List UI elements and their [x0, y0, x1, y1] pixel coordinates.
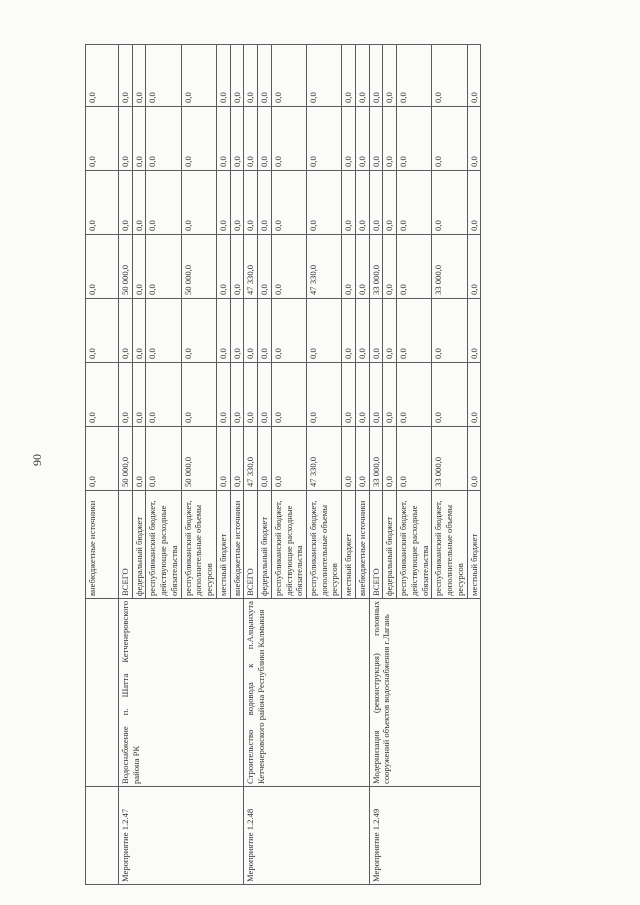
budget-table	[85, 44, 481, 885]
value-cell: 0,0	[216, 107, 230, 171]
measure-label-cell: Мероприятие 1.2.48	[244, 787, 369, 885]
value-cell: 0,0	[132, 45, 146, 107]
value-cell: 0,0	[383, 363, 397, 427]
value-cell: 0,0	[467, 427, 481, 491]
funding-source-cell: республиканский бюджет, действующие расходные обязательства	[271, 491, 306, 599]
value-cell: 0,0	[467, 299, 481, 363]
funding-source-cell: внебюджетные источники	[355, 491, 369, 599]
value-cell: 0,0	[146, 171, 181, 235]
funding-source-cell: федеральный бюджет	[383, 491, 397, 599]
funding-source-cell: внебюджетные источники	[230, 491, 244, 599]
value-cell: 33 000,0	[369, 235, 383, 299]
empty-cell	[86, 599, 119, 787]
value-cell: 0,0	[271, 363, 306, 427]
funding-source-cell: ВСЕГО	[369, 491, 383, 599]
value-cell: 0,0	[86, 107, 119, 171]
value-cell: 0,0	[244, 171, 258, 235]
value-cell: 0,0	[342, 171, 356, 235]
value-cell: 50 000,0	[181, 427, 216, 491]
value-cell: 0,0	[383, 171, 397, 235]
value-cell: 0,0	[355, 171, 369, 235]
value-cell: 0,0	[355, 45, 369, 107]
value-cell: 0,0	[230, 45, 244, 107]
value-cell: 0,0	[86, 363, 119, 427]
empty-cell	[86, 787, 119, 885]
value-cell: 0,0	[146, 299, 181, 363]
value-cell: 0,0	[146, 235, 181, 299]
value-cell: 0,0	[216, 235, 230, 299]
value-cell: 0,0	[397, 107, 432, 171]
funding-source-cell: местный бюджет	[216, 491, 230, 599]
value-cell: 0,0	[271, 171, 306, 235]
value-cell: 0,0	[230, 363, 244, 427]
value-cell: 0,0	[397, 427, 432, 491]
value-cell: 0,0	[86, 235, 119, 299]
measure-name-cell: Водоснабжение п. Шатта Кетченеровского района РК	[119, 599, 244, 787]
funding-source-cell: внебюджетные источники	[86, 491, 119, 599]
value-cell: 0,0	[383, 427, 397, 491]
value-cell: 47 330,0	[307, 235, 342, 299]
value-cell: 0,0	[119, 171, 133, 235]
value-cell: 0,0	[146, 363, 181, 427]
value-cell: 0,0	[355, 107, 369, 171]
table-row	[119, 45, 133, 885]
value-cell: 0,0	[271, 45, 306, 107]
funding-source-cell: местный бюджет	[467, 491, 481, 599]
value-cell: 0,0	[258, 107, 272, 171]
value-cell: 0,0	[342, 235, 356, 299]
value-cell: 0,0	[432, 299, 467, 363]
value-cell: 0,0	[216, 171, 230, 235]
value-cell: 50 000,0	[119, 235, 133, 299]
value-cell: 0,0	[342, 107, 356, 171]
value-cell: 0,0	[383, 235, 397, 299]
funding-source-cell: ВСЕГО	[119, 491, 133, 599]
value-cell: 33 000,0	[432, 235, 467, 299]
funding-source-cell: республиканский бюджет, дополнительные объемы ресурсов	[307, 491, 342, 599]
value-cell: 33 000,0	[369, 427, 383, 491]
value-cell: 0,0	[181, 171, 216, 235]
value-cell: 0,0	[383, 107, 397, 171]
value-cell: 0,0	[86, 427, 119, 491]
rotated-page-content	[85, 45, 585, 885]
value-cell: 0,0	[146, 107, 181, 171]
measure-label-cell: Мероприятие 1.2.47	[119, 787, 244, 885]
value-cell: 0,0	[342, 427, 356, 491]
value-cell: 0,0	[369, 363, 383, 427]
value-cell: 0,0	[369, 171, 383, 235]
value-cell: 0,0	[119, 363, 133, 427]
value-cell: 0,0	[244, 45, 258, 107]
value-cell: 0,0	[146, 427, 181, 491]
value-cell: 0,0	[307, 299, 342, 363]
funding-source-cell: республиканский бюджет, дополнительные объемы ресурсов	[181, 491, 216, 599]
value-cell: 0,0	[119, 45, 133, 107]
funding-source-cell: федеральный бюджет	[258, 491, 272, 599]
value-cell: 0,0	[342, 45, 356, 107]
value-cell: 0,0	[432, 45, 467, 107]
funding-source-cell: местный бюджет	[342, 491, 356, 599]
table-row	[369, 45, 383, 885]
value-cell: 0,0	[132, 171, 146, 235]
table-row	[86, 45, 119, 885]
page-number: 90	[30, 454, 44, 466]
value-cell: 0,0	[132, 107, 146, 171]
value-cell: 50 000,0	[119, 427, 133, 491]
value-cell: 0,0	[369, 299, 383, 363]
value-cell: 0,0	[132, 363, 146, 427]
value-cell: 33 000,0	[432, 427, 467, 491]
value-cell: 0,0	[355, 427, 369, 491]
value-cell: 0,0	[397, 45, 432, 107]
value-cell: 0,0	[342, 363, 356, 427]
value-cell: 0,0	[397, 299, 432, 363]
value-cell: 0,0	[271, 299, 306, 363]
value-cell: 0,0	[355, 363, 369, 427]
value-cell: 0,0	[132, 299, 146, 363]
measure-name-cell: Строительство водовода к п.Алцынхута Кетченеровского района Республики Калмыкия	[244, 599, 369, 787]
value-cell: 0,0	[244, 299, 258, 363]
value-cell: 0,0	[86, 171, 119, 235]
value-cell: 0,0	[244, 363, 258, 427]
value-cell: 0,0	[307, 363, 342, 427]
value-cell: 0,0	[432, 171, 467, 235]
value-cell: 0,0	[342, 299, 356, 363]
value-cell: 0,0	[181, 363, 216, 427]
value-cell: 0,0	[258, 427, 272, 491]
value-cell: 0,0	[258, 45, 272, 107]
value-cell: 0,0	[216, 45, 230, 107]
value-cell: 0,0	[432, 363, 467, 427]
value-cell: 0,0	[397, 235, 432, 299]
value-cell: 0,0	[467, 235, 481, 299]
value-cell: 0,0	[355, 235, 369, 299]
funding-source-cell: республиканский бюджет, дополнительные объемы ресурсов	[432, 491, 467, 599]
value-cell: 0,0	[216, 427, 230, 491]
funding-source-cell: республиканский бюджет, действующие расходные обязательства	[397, 491, 432, 599]
value-cell: 50 000,0	[181, 235, 216, 299]
value-cell: 0,0	[355, 299, 369, 363]
value-cell: 0,0	[132, 427, 146, 491]
value-cell: 0,0	[258, 363, 272, 427]
budget-table-body	[86, 45, 481, 885]
value-cell: 0,0	[230, 299, 244, 363]
value-cell: 0,0	[216, 363, 230, 427]
value-cell: 0,0	[271, 427, 306, 491]
value-cell: 0,0	[369, 107, 383, 171]
value-cell: 0,0	[181, 107, 216, 171]
value-cell: 0,0	[258, 235, 272, 299]
funding-source-cell: ВСЕГО	[244, 491, 258, 599]
value-cell: 0,0	[258, 171, 272, 235]
measure-name-cell: Модернизация (реконструкция) головных сооружений объектов водоснабжения г.Лагань	[369, 599, 481, 787]
value-cell: 0,0	[271, 107, 306, 171]
table-row	[244, 45, 258, 885]
value-cell: 0,0	[230, 235, 244, 299]
value-cell: 0,0	[216, 299, 230, 363]
value-cell: 0,0	[307, 171, 342, 235]
value-cell: 0,0	[432, 107, 467, 171]
value-cell: 47 330,0	[244, 235, 258, 299]
value-cell: 0,0	[467, 45, 481, 107]
value-cell: 0,0	[230, 171, 244, 235]
value-cell: 0,0	[383, 299, 397, 363]
value-cell: 0,0	[86, 299, 119, 363]
value-cell: 47 330,0	[307, 427, 342, 491]
value-cell: 0,0	[307, 45, 342, 107]
value-cell: 0,0	[230, 107, 244, 171]
value-cell: 0,0	[86, 45, 119, 107]
value-cell: 47 330,0	[244, 427, 258, 491]
funding-source-cell: республиканский бюджет, действующие расходные обязательства	[146, 491, 181, 599]
funding-source-cell: федеральный бюджет	[132, 491, 146, 599]
value-cell: 0,0	[230, 427, 244, 491]
value-cell: 0,0	[181, 299, 216, 363]
value-cell: 0,0	[146, 45, 181, 107]
value-cell: 0,0	[383, 45, 397, 107]
measure-label-cell: Мероприятие 1.2.49	[369, 787, 481, 885]
value-cell: 0,0	[119, 299, 133, 363]
value-cell: 0,0	[132, 235, 146, 299]
value-cell: 0,0	[467, 171, 481, 235]
value-cell: 0,0	[307, 107, 342, 171]
value-cell: 0,0	[369, 45, 383, 107]
value-cell: 0,0	[467, 107, 481, 171]
value-cell: 0,0	[397, 171, 432, 235]
value-cell: 0,0	[181, 45, 216, 107]
value-cell: 0,0	[258, 299, 272, 363]
value-cell: 0,0	[271, 235, 306, 299]
value-cell: 0,0	[397, 363, 432, 427]
value-cell: 0,0	[119, 107, 133, 171]
value-cell: 0,0	[244, 107, 258, 171]
value-cell: 0,0	[467, 363, 481, 427]
